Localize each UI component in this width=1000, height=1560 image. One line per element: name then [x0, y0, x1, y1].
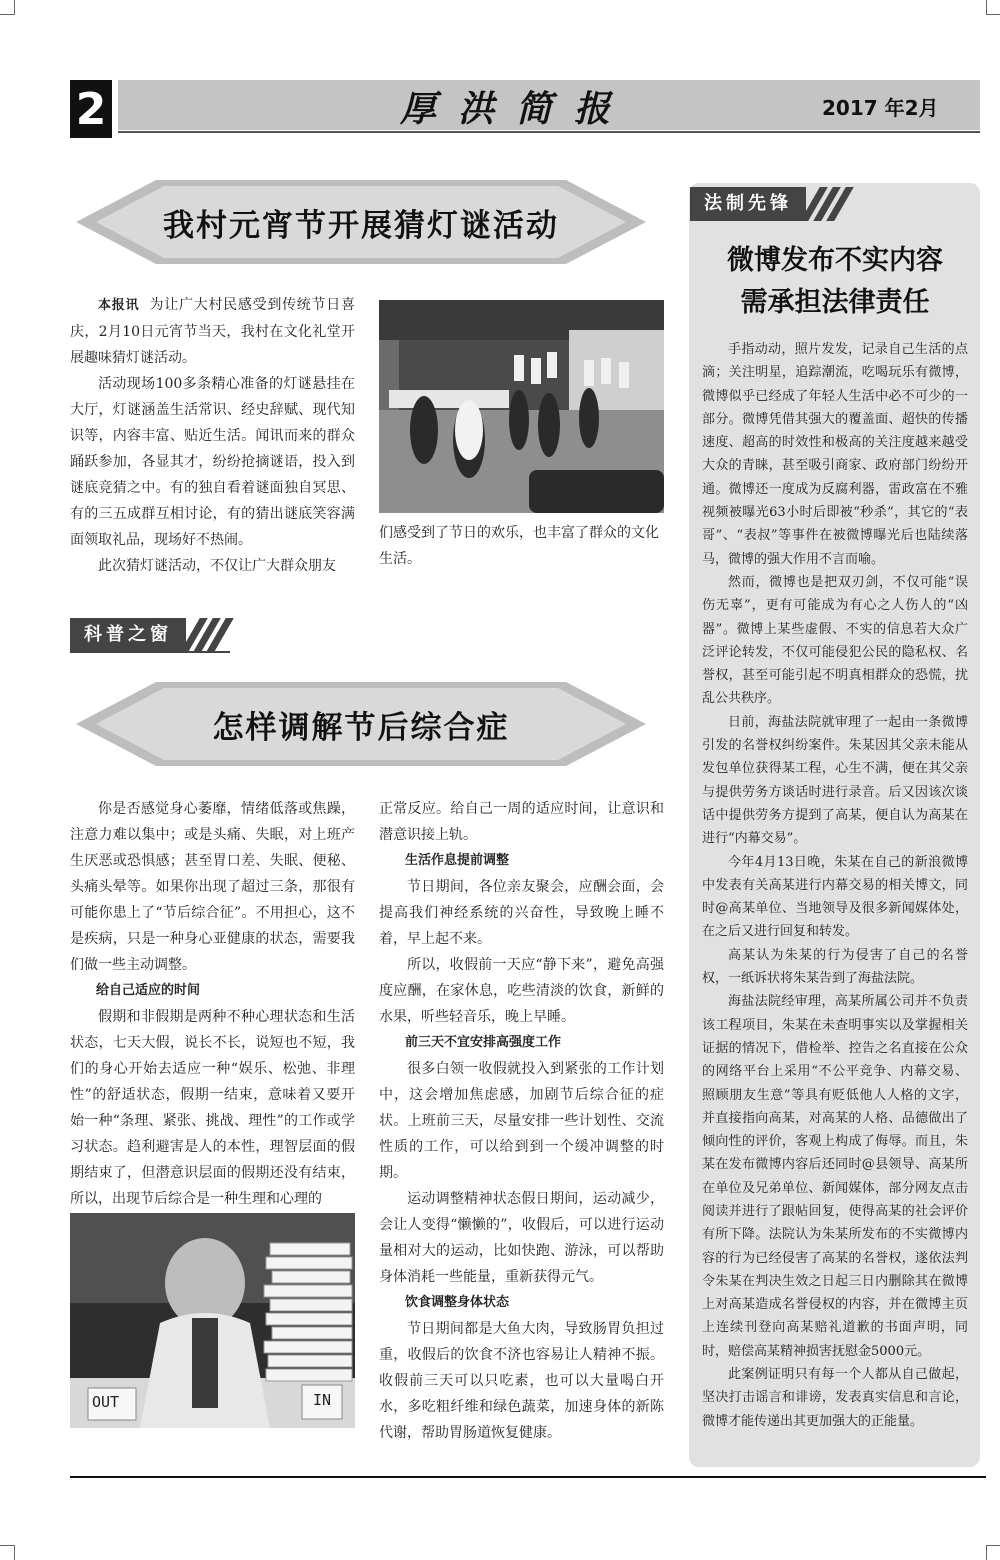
law-paragraph: 然而，微博也是把双刃剑，不仅可能“误伤无辜”，更有可能成为有心之人伤人的“凶器”。微博上某些虚假、不实的信息若大众广泛评论转发，不仅可能侵犯公民的隐私权、名誉权，甚至可能引起不明真相群众的恐慌，扰乱公共秩序。 [702, 574, 968, 707]
in-tray-label: IN [313, 1391, 332, 1409]
law-paragraph: 今年4月13日晚，朱某在自己的新浪微博中发表有关高某进行内幕交易的相关博文，同时@高某单位、当地领导及很多新闻媒体处，在之后又进行回复和转发。 [702, 854, 968, 940]
lead-text: 为让广大村民感受到传统节日喜庆，2月10日元宵节当天，我村在文化礼堂开展趣味猜灯谜活动。 [70, 297, 355, 366]
page-number: 2 [70, 80, 112, 138]
science-section-rule [70, 651, 230, 653]
article1-body [70, 292, 355, 579]
tag-stripes [190, 618, 224, 652]
science-middle-column [379, 796, 664, 1446]
crop-mark-top-left [0, 0, 15, 15]
science-section-label: 科普之窗 [70, 618, 186, 652]
science-left-column [70, 796, 355, 1212]
law-title-line2: 需承担法律责任 [740, 287, 930, 318]
science-paragraph: 节日期间，各位亲友聚会，应酬会面，会提高我们神经系统的兴奋性，导致晚上睡不着，早上起不来。 [379, 879, 664, 947]
tag-stripes [810, 187, 844, 221]
article1-banner [76, 180, 646, 264]
science-subhead: 生活作息提前调整 [405, 853, 510, 868]
science-paragraph: 很多白领一收假就投入到紧张的工作计划中，这会增加焦虑感，加剧节后综合征的症状。上班前三天，尽量安排一些计划性、交流性质的工作，可以给到到一个缓冲调整的时期。 [379, 1061, 664, 1181]
science-paragraph: 假期和非假期是两种不种心理状态和生活状态，七天大假，说长不长，说短也不短，我们的身心开始去适应一种“娱乐、松弛、非理性”的舒适状态，假期一结束，意味着又要开始一种“条理、紧张、挑战、理性”的工作或学习状态。趋利避害是人的本性，理智层面的假期结束了，但潜意识层面的假期还没有结束，所以，出现节后综合是一种生理和心理的 [70, 1009, 355, 1207]
lantern-riddle-event-photo [379, 300, 664, 513]
science-paragraph: 正常反应。给自己一周的适应时间，让意识和潜意识接上轨。 [379, 801, 664, 843]
science-paragraph: 节日期间都是大鱼大肉，导致肠胃负担过重，收假后的饮食不济也容易让人精神不振。收假前三天可以只吃素，也可以大量喝白开水，多吃粗纤维和绿色蔬菜，加速身体的新陈代谢，帮助胃肠道恢复健康。 [379, 1321, 664, 1441]
law-paragraph: 日前，海盐法院就审理了一起由一条微博引发的名誉权纠纷案件。朱某因其父亲未能从发包单位获得某工程，心生不满，便在其父亲与提供劳务方谈话时进行录音。后又因该次谈话中提供劳务方提到了高某，便自认为高某在进行“内幕交易”。 [702, 714, 968, 847]
law-title-line1: 微博发布不实内容 [727, 245, 943, 276]
law-section-tag [690, 187, 844, 221]
science-section-tag [70, 618, 224, 652]
article1-paragraph: 此次猜灯谜活动，不仅让广大群众朋友 [98, 558, 336, 574]
stressed-worker-photo [70, 1213, 355, 1428]
crop-mark-bottom-left [0, 1545, 15, 1560]
science-title: 怎样调解节后综合症 [212, 709, 510, 746]
article1-continued-text: 们感受到了节日的欢乐，也丰富了群众的文化生活。 [379, 525, 659, 567]
crop-mark-top-right [986, 0, 1000, 15]
science-subhead: 前三天不宜安排高强度工作 [405, 1035, 562, 1050]
science-paragraph: 你是否感觉身心萎靡，情绪低落或焦躁，注意力难以集中；或是头痛、失眠，对上班产生厌恶或恐惧感；甚至胃口差、失眠、便秘、头痛头晕等。如果你出现了超过三条，那很有可能你患上了“节后综合征”。不用担心，这不是疾病，只是一种身心亚健康的状态，需要我们做一些主动调整。 [70, 801, 355, 973]
event-photo-illustration [379, 300, 664, 513]
article1-paragraph: 活动现场100多条精心准备的灯谜悬挂在大厅，灯谜涵盖生活常识、经史辞赋、现代知识等，内容丰富、贴近生活。闻讯而来的群众踊跃参加，各显其才，纷纷抢摘谜语，投入到谜底竞猜之中。有的独自看着谜面独自冥思、有的三五成群互相讨论，有的猜出谜底笑容满面领取礼品，现场好不热闹。 [70, 376, 355, 548]
law-paragraph: 海盐法院经审理，高某所属公司并不负责该工程项目，朱某在未查明事实以及掌握相关证据的情况下，借检举、控告之名直接在公众的网络平台上采用“不公平竞争、内幕交易、照顾朋友生意”等具有贬低他人人格的文字，并直接指向高某，对高某的人格、品德做出了倾向性的评价，客观上构成了侮辱。而且，朱某在发布微博内容后还同时@县领导、高某所在单位及兄弟单位、新闻媒体，部分网友点击阅读并进行了跟帖回复，使得高某的社会评价有所下降。法院认为朱某所发布的不实微博内容的行为已经侵害了高某的名誉权，遂依法判令朱某在判决生效之日起三日内删除其在微博上对高某造成名誉侵权的内容，并在微博主页上连续刊登向高某赔礼道歉的书面声明，同时，赔偿高某精神损害抚慰金5000元。 [702, 994, 968, 1359]
science-subhead: 饮食调整身体状态 [405, 1295, 510, 1310]
science-subhead: 给自己适应的时间 [96, 983, 201, 998]
lead-tag: 本报讯 [98, 298, 140, 313]
law-body [702, 338, 968, 1433]
out-tray-label: OUT [92, 1393, 120, 1411]
law-paragraph: 高某认为朱某的行为侵害了自己的名誉权，一纸诉状将朱某告到了海盐法院。 [702, 947, 968, 987]
issue-date: 2017 年2月 [822, 96, 939, 120]
article1-lead [70, 292, 355, 371]
law-title [690, 240, 980, 324]
law-section-label: 法制先锋 [690, 187, 806, 221]
article1-title: 我村元宵节开展猜灯谜活动 [163, 207, 559, 244]
science-banner [76, 682, 646, 766]
masthead: 厚洪简报 [400, 87, 633, 130]
law-paragraph: 手指动动，照片发发，记录自己生活的点滴；关注明星，追踪潮流，吃喝玩乐有微博，微博似乎已经成了年轻人生活中必不可少的一部分。微博凭借其强大的覆盖面、超快的传播速度、超高的时效性和极高的关注度越来越受大众的青睐，甚至吸引商家、政府部门纷纷开通。微博还一度成为反腐利器，雷政富在不雅视频被曝光63小时后即被“秒杀”，其它的“表哥”、“表叔”等事件在被微博曝光后也陆续落马，微博的强大作用不言而喻。 [702, 342, 968, 567]
science-paragraph: 运动调整精神状态假日期间，运动减少，会让人变得“懒懒的”，收假后，可以进行运动量相对大的运动，比如快跑、游泳，可以帮助身体消耗一些能量，重新获得元气。 [379, 1191, 664, 1285]
footer-rule [70, 1476, 986, 1478]
law-paragraph: 此案例证明只有每一个人都从自己做起，坚决打击谣言和诽谤，发表真实信息和言论，微博才能传递出其更加强大的正能量。 [702, 1367, 968, 1429]
crop-mark-bottom-right [986, 1545, 1000, 1560]
science-paragraph: 所以，收假前一天应“静下来”，避免高强度应酬，在家休息，吃些清淡的饮食，新鲜的水果，听些轻音乐，晚上早睡。 [379, 957, 664, 1025]
